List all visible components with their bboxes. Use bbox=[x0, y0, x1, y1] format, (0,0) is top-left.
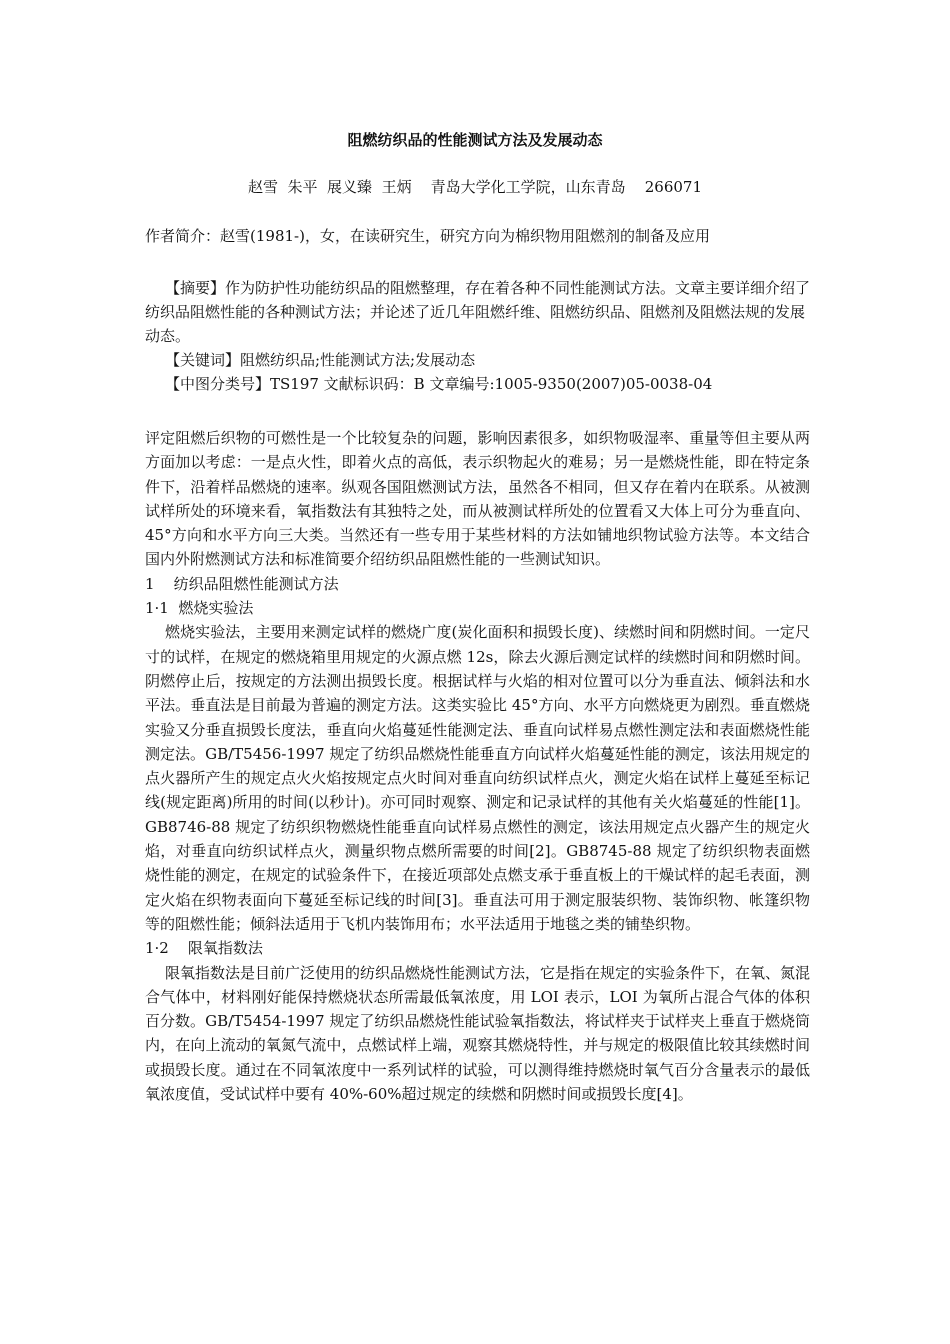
abstract-section bbox=[145, 276, 810, 396]
abstract-text: 【摘要】作为防护性功能纺织品的阻燃整理，存在着各种不同性能测试方法。文章主要详细介绍了纺织品阻燃性能的各种测试方法；并论述了近几年阻燃纤维、阻燃纺织品、阻燃剂及阻燃法规的发展动态。 bbox=[145, 279, 811, 345]
main-body bbox=[145, 426, 810, 1106]
author-bio: 作者简介：赵雪(1981-)，女，在读研究生，研究方向为棉织物用阻燃剂的制备及应用 bbox=[145, 227, 710, 245]
intro-paragraph: 评定阻燃后织物的可燃性是一个比较复杂的问题，影响因素很多，如织物吸湿率、重量等但主要从两方面加以考虑：一是点火性，即着火点的高低，表示织物起火的难易；另一是燃烧性能，即在特定条件下，沿着样品燃烧的速率。纵观各国阻燃测试方法，虽然各不相同，但又存在着内在联系。从被测试样所处的环境来看，氧指数法有其独特之处，而从被测试样所处的位置看又大体上可分为垂直向、45°方向和水平方向三大类。当然还有一些专用于某些材料的方法如铺地织物试验方法等。本文结合国内外附燃测试方法和标准简要介绍纺织品阻燃性能的一些测试知识。 bbox=[145, 429, 810, 569]
section-1-2-heading: 1·2 限氧指数法 bbox=[145, 939, 263, 958]
page-title: 阻燃纺织品的性能测试方法及发展动态 bbox=[347, 131, 603, 149]
author-line: 赵雪 朱平 展义臻 王炳 青岛大学化工学院，山东青岛 266071 bbox=[247, 178, 703, 196]
section-1-1-paragraph: 燃烧实验法，主要用来测定试样的燃烧广度(炭化面积和损毁长度)、续燃时间和阴燃时间。一定尺寸的试样，在规定的燃烧箱里用规定的火源点燃 12s，除去火源后测定试样的续燃时间和阴燃时间。阴燃停止后，按规定的方法测出损毁长度。根据试样与火焰的相对位置可以分为垂直法、倾斜法和水平法。垂直法是目前最为普遍的测定方法。这类实验比 45°方向、水平方向燃烧更为剧烈。垂直燃烧实验又分垂直损毁长度法，垂直向火焰蔓延性能测定法、垂直向试样易点燃性测定法和表面燃烧性能测定法。GB/T5456-1997 规定了纺织品燃烧性能垂直方向试样火焰蔓延性能的测定，该法用规定的点火器所产生的规定点火火焰按规定点火时间对垂直向纺织试样点火，测定火焰在试样上蔓延至标记线(规定距离)所用的时间(以秒计)。亦可同时观察、测定和记录试样的其他有关火焰蔓延的性能[1]。GB8746-88 规定了纺织织物燃烧性能垂直向试样易点燃性的测定，该法用规定点火器产生的规定火焰，对垂直向纺织试样点火，测量织物点燃所需要的时间[2]。GB8745-88 规定了纺织织物表面燃烧性能的测定，在规定的试验条件下，在接近项部处点燃支承于垂直板上的干燥试样的起毛表面，测定火焰在织物表面向下蔓延至标记线的时间[3]。垂直法可用于测定服装织物、装饰织物、帐篷织物等的阻燃性能；倾斜法适用于飞机内装饰用布；水平法适用于地毯之类的铺垫织物。 bbox=[145, 623, 810, 933]
section-1-2-paragraph: 限氧指数法是目前广泛使用的纺织品燃烧性能测试方法，它是指在规定的实验条件下，在氧、氮混合气体中，材料刚好能保持燃烧状态所需最低氧浓度，用 LOI 表示，LOI 为氧所占混合气体的体积百分数。GB/T5454-1997 规定了纺织品燃烧性能试验氧指数法，将试样夹于试样夹上垂直于燃烧筒内，在向上流动的氧氮气流中，点燃试样上端，观察其燃烧特性，并与规定的极限值比较其续燃时间或损毁长度。通过在不同氧浓度中一系列试样的试验，可以测得维持燃烧时氧气百分含量表示的最低氧浓度值，受试试样中要有 40%-60%超过规定的续燃和阴燃时间或损毁长度[4]。 bbox=[145, 963, 811, 1104]
classification-line: 【中图分类号】TS197 文献标识码：B 文章编号:1005-9350(2007)05-0038-04 bbox=[165, 375, 713, 393]
keywords-line: 【关键词】阻燃纺织品;性能测试方法;发展动态 bbox=[165, 351, 476, 369]
section-1-1-heading: 1·1 燃烧实验法 bbox=[145, 599, 254, 618]
section-1-heading: 1 纺织品阻燃性能测试方法 bbox=[145, 574, 339, 593]
